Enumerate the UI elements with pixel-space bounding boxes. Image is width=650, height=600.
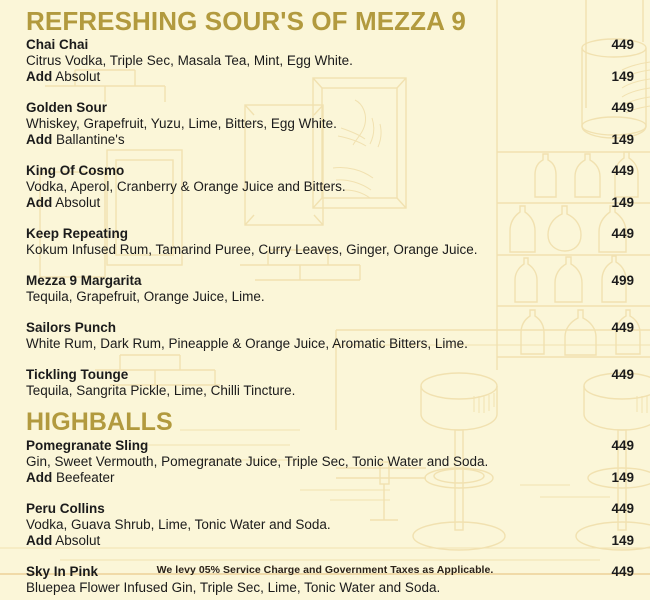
item-name: Sailors Punch bbox=[26, 320, 117, 335]
menu-item-sailors-punch[interactable] bbox=[26, 320, 634, 352]
item-name: Tickling Tounge bbox=[26, 367, 129, 382]
menu-footer bbox=[0, 560, 650, 578]
addon-label: Add bbox=[26, 533, 53, 548]
item-description: Bluepea Flower Infused Gin, Triple Sec, Lime, Tonic Water and Soda. bbox=[26, 580, 441, 595]
menu-item-pomegranate-sling[interactable] bbox=[26, 438, 634, 486]
item-description: Gin, Sweet Vermouth, Pomegranate Juice, Triple Sec, Tonic Water and Soda. bbox=[26, 454, 489, 469]
item-name-row bbox=[26, 163, 634, 179]
item-name-row bbox=[26, 37, 634, 53]
menu-item-chai-chai[interactable] bbox=[26, 37, 634, 85]
item-name: Mezza 9 Margarita bbox=[26, 273, 142, 288]
addon-value: Absolut bbox=[55, 533, 101, 548]
item-list-refreshing-sours bbox=[26, 37, 634, 399]
item-name-row bbox=[26, 273, 634, 289]
addon-label: Add bbox=[26, 470, 53, 485]
item-addon bbox=[26, 470, 115, 486]
item-addon-price: 149 bbox=[611, 533, 634, 548]
item-addon bbox=[26, 195, 100, 211]
item-description: Citrus Vodka, Triple Sec, Masala Tea, Mint, Egg White. bbox=[26, 53, 353, 68]
addon-label: Add bbox=[26, 195, 53, 210]
menu-item-king-of-cosmo[interactable] bbox=[26, 163, 634, 211]
section-heading-refreshing-sours: REFRESHING SOUR'S OF MEZZA 9 bbox=[26, 6, 466, 36]
item-description: Tequila, Sangrita Pickle, Lime, Chilli Tincture. bbox=[26, 383, 296, 398]
section-refreshing-sours bbox=[26, 6, 634, 399]
addon-value: Ballantine's bbox=[56, 132, 125, 147]
item-addon bbox=[26, 132, 125, 148]
item-name: Keep Repeating bbox=[26, 226, 129, 241]
item-price: 449 bbox=[611, 501, 634, 516]
addon-value: Beefeater bbox=[56, 470, 115, 485]
item-addon-price: 149 bbox=[611, 195, 634, 210]
item-addon-price: 149 bbox=[611, 132, 634, 147]
item-addon-row bbox=[26, 132, 634, 148]
item-price: 449 bbox=[611, 367, 634, 382]
addon-value: Absolut bbox=[55, 69, 101, 84]
item-name: Chai Chai bbox=[26, 37, 89, 52]
menu-item-tickling-tounge[interactable] bbox=[26, 367, 634, 399]
section-spacer bbox=[26, 399, 634, 408]
item-addon-price: 149 bbox=[611, 470, 634, 485]
item-addon-row bbox=[26, 470, 634, 486]
menu-item-mezza-9-margarita[interactable] bbox=[26, 273, 634, 305]
service-charge-note: We levy 05% Service Charge and Government Taxes as Applicable. bbox=[156, 564, 494, 576]
addon-value: Absolut bbox=[55, 195, 101, 210]
item-description: White Rum, Dark Rum, Pineapple & Orange Juice, Aromatic Bitters, Lime. bbox=[26, 336, 468, 351]
item-name-row bbox=[26, 100, 634, 116]
item-addon-row bbox=[26, 533, 634, 549]
item-addon-row bbox=[26, 195, 634, 211]
item-price: 449 bbox=[611, 320, 634, 335]
item-name-row bbox=[26, 438, 634, 454]
item-description: Whiskey, Grapefruit, Yuzu, Lime, Bitters, Egg White. bbox=[26, 116, 337, 131]
item-name: Golden Sour bbox=[26, 100, 107, 115]
item-price: 449 bbox=[611, 226, 634, 241]
item-name-row bbox=[26, 367, 634, 383]
item-price: 449 bbox=[611, 100, 634, 115]
item-price: 449 bbox=[611, 438, 634, 453]
item-price: 449 bbox=[611, 37, 634, 52]
item-name-row bbox=[26, 501, 634, 517]
item-name: Peru Collins bbox=[26, 501, 105, 516]
item-description: Kokum Infused Rum, Tamarind Puree, Curry Leaves, Ginger, Orange Juice. bbox=[26, 242, 478, 257]
item-price: 499 bbox=[611, 273, 634, 288]
item-addon bbox=[26, 533, 100, 549]
menu-item-keep-repeating[interactable] bbox=[26, 226, 634, 258]
addon-label: Add bbox=[26, 69, 53, 84]
item-price: 449 bbox=[611, 564, 634, 579]
menu-item-golden-sour[interactable] bbox=[26, 100, 634, 148]
item-name: Pomegranate Sling bbox=[26, 438, 149, 453]
menu-item-peru-collins[interactable] bbox=[26, 501, 634, 549]
item-addon bbox=[26, 69, 100, 85]
addon-label: Add bbox=[26, 132, 53, 147]
item-price: 449 bbox=[611, 163, 634, 178]
section-heading-highballs: HIGHBALLS bbox=[26, 408, 173, 436]
item-addon-price: 149 bbox=[611, 69, 634, 84]
item-description: Vodka, Guava Shrub, Lime, Tonic Water and Soda. bbox=[26, 517, 331, 532]
item-name-row bbox=[26, 226, 634, 242]
item-name-row bbox=[26, 320, 634, 336]
item-addon-row bbox=[26, 69, 634, 85]
item-description: Tequila, Grapefruit, Orange Juice, Lime. bbox=[26, 289, 265, 304]
item-name: Sky In Pink bbox=[26, 564, 99, 579]
item-name: King Of Cosmo bbox=[26, 163, 125, 178]
item-description: Vodka, Aperol, Cranberry & Orange Juice and Bitters. bbox=[26, 179, 346, 194]
